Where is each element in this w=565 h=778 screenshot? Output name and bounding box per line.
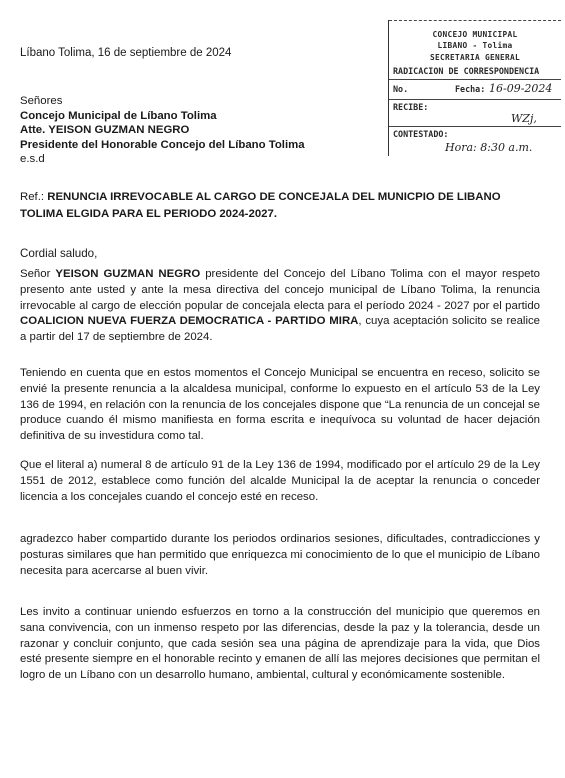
p1-text-b: presidente del Concejo del Líbano Tolima con el mayor respeto presento ante usted y ante la mesa directiva del concejo municipal de Líbano Tolima, la renuncia irrevocable al cargo de elección popular de concejala electa para el período 2024 - 2027 por el partido <box>20 268 540 312</box>
p1-party-name: COALICION NUEVA FUERZA DEMOCRATICA - PARTIDO MIRA <box>20 315 359 328</box>
recipient-salutation: Señores <box>20 95 63 107</box>
p1-text-a: Señor <box>20 268 56 280</box>
stamp-contestado-label: CONTESTADO: <box>393 129 449 139</box>
reference-label: Ref.: <box>20 191 45 203</box>
paragraph-1 <box>20 267 540 346</box>
stamp-recibe-signature: WZj, <box>511 112 537 125</box>
stamp-hora-handwritten: Hora: 8:30 a.m. <box>445 141 533 154</box>
recipient-block <box>20 94 305 167</box>
stamp-fecha-handwritten: 16-09-2024 <box>489 82 553 95</box>
stamp-divider <box>389 99 561 100</box>
p1-text-c: , cuya aceptación solicito se realice a partir del 17 de septiembre de 2024. <box>20 315 540 344</box>
reference-text: RENUNCIA IRREVOCABLE AL CARGO DE CONCEJALA DEL MUNICPIO DE LIBANO TOLIMA ELGIDA PARA EL PERIODO 2024-2027. <box>20 191 501 220</box>
letter-date: Líbano Tolima, 16 de septiembre de 2024 <box>20 47 232 59</box>
paragraph-5: Les invito a continuar uniendo esfuerzos en torno a la construcción del municipio que queremos en sana convivencia, con un inmenso respeto por las diferencias, desde la paz y la tolerancia, desde un razonar y concluir conjunto, que cada sesión sea una página de aprendizaje para la vida, que Dios esté presente siempre en el honorable recinto y emanen de allí las mejores decisiones que permitan el logro de un Líbano con un desarrollo humano, ambiental, cultural y económicamente sostenible. <box>20 606 540 682</box>
reception-stamp <box>388 20 561 156</box>
stamp-municipality: LIBANO - Tolima <box>437 41 513 50</box>
paragraph-2: Teniendo en cuenta que en estos momentos el Concejo Municipal se encuentra en receso, solicito se envié la presente renuncia a la alcaldesa municipal, conforme lo expuesto en el artículo 53 de la Ley 136 de 1994, en relación con la renuncia de los concejales dispone que “La renuncia de un concejal se produce cuando él mismo manifiesta en forma escrita e inequívoca su voluntad de hacer dejación definitiva de su investidura como tal. <box>20 367 540 443</box>
stamp-fecha-label: Fecha: <box>455 84 486 94</box>
paragraph-4: agradezco haber compartido durante los periodos ordinarios sesiones, dificultades, contradicciones y posturas similares que han permitido que enriquezca mi conocimiento de lo que el municipio de Líbano necesita para acercarse al buen vivir. <box>20 533 540 577</box>
stamp-divider <box>389 79 561 80</box>
stamp-top-border <box>389 20 561 21</box>
recipient-esd: e.s.d <box>20 153 45 165</box>
recipient-role: Presidente del Honorable Concejo del Líbano Tolima <box>20 138 305 151</box>
paragraph-3: Que el literal a) numeral 8 de artículo 91 de la Ley 136 de 1994, modificado por el artículo 29 de la Ley 1551 de 2012, establece como función del alcalde Municipal la de aceptar la renuncia o conceder licencia a los concejales cuando el concejo esté en receso. <box>20 459 540 503</box>
stamp-secretariat: SECRETARIA GENERAL <box>430 53 520 62</box>
stamp-radicacion: RADICACION DE CORRESPONDENCIA <box>393 66 540 76</box>
p1-president-name: YEISON GUZMAN NEGRO <box>55 268 201 280</box>
reference-line <box>20 189 540 223</box>
stamp-no-label: No. <box>393 84 409 94</box>
recipient-attention: Atte. YEISON GUZMAN NEGRO <box>20 124 190 136</box>
stamp-recibe-label: RECIBE: <box>393 102 429 112</box>
recipient-organization: Concejo Municipal de Líbano Tolima <box>20 109 217 122</box>
stamp-council: CONCEJO MUNICIPAL <box>432 30 518 39</box>
stamp-divider <box>389 126 561 127</box>
greeting: Cordial saludo, <box>20 247 98 260</box>
